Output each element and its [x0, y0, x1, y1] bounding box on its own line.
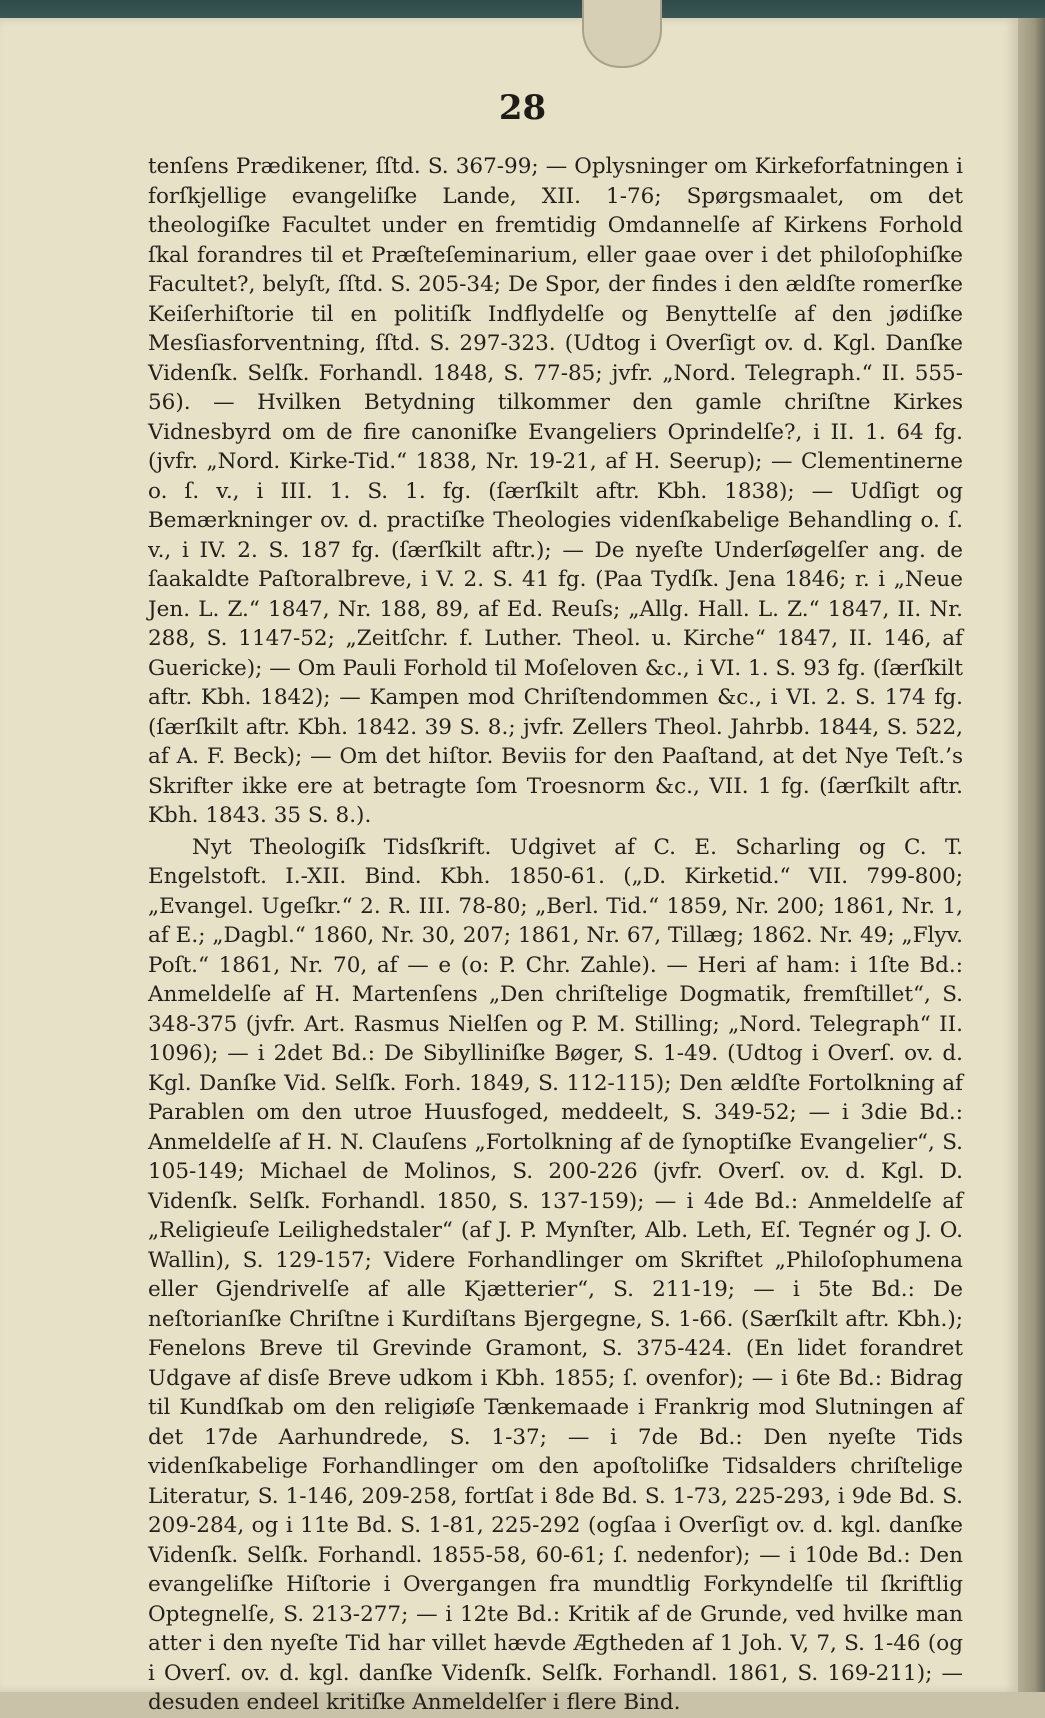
page-edge-shadow: [1018, 18, 1045, 1692]
paragraph-nyt-theologisk-tidsskrift: Nyt Theologiſk Tidsſkrift. Udgivet af C. E. Scharling og C. T. Engelstoft. I.-XII. Bind. Kbh. 1850-61. („D. Kirketid.“ VII. 799-800; „Evangel. Ugeſkr.“ 2. R. III. 78-80; „Berl. Tid.“ 1859, Nr. 200; 1861, Nr. 1, af E.; „Dagbl.“ 1860, Nr. 30, 207; 1861, Nr. 67, Tillæg; 1862. Nr. 49; „Flyv. Poſt.“ 1861, Nr. 70, af — e (o: P. Chr. Zahle). — Heri af ham: i 1ſte Bd.: Anmeldelſe af H. Martenſens „Den chriſtelige Dogmatik, fremſtillet“, S. 348-375 (jvfr. Art. Rasmus Nielſen og P. M. Stilling; „Nord. Telegraph“ II. 1096); — i 2det Bd.: De Sibylliniſke Bøger, S. 1-49. (Udtog i Overſ. ov. d. Kgl. Danſke Vid. Selſk. Forh. 1849, S. 112-115); Den ældſte Fortolkning af Parablen om den utroe Huusfoged, meddeelt, S. 349-52; — i 3die Bd.: Anmeldelſe af H. N. Clauſens „Fortolkning af de ſynoptiſke Evangelier“, S. 105-149; Michael de Molinos, S. 200-226 (jvfr. Overſ. ov. d. Kgl. D. Videnſk. Selſk. Forhandl. 1850, S. 137-159); — i 4de Bd.: Anmeldelſe af „Religieuſe Leilighedstaler“ (af J. P. Mynſter, Alb. Leth, Eſ. Tegnér og J. O. Wallin), S. 129-157; Videre Forhandlinger om Skriftet „Philoſophumena eller Gjendrivelſe af alle Kjætterier“, S. 211-19; — i 5te Bd.: De neſtorianſke Chriſtne i Kurdiſtans Bjergegne, S. 1-66. (Særſkilt aftr. Kbh.); Fenelons Breve til Grevinde Gramont, S. 375-424. (En lidet forandret Udgave af disſe Breve udkom i Kbh. 1855; ſ. ovenfor); — i 6te Bd.: Bidrag til Kundſkab om den religiøſe Tænkemaade i Frankrig mod Slutningen af det 17de Aarhundrede, S. 1-37; — i 7de Bd.: Den nyeſte Tids videnſkabelige Forhandlinger om den apoſtoliſke Tidsalders chriſtelige Literatur, S. 1-146, 209-258, fortſat i 8de Bd. S. 1-73, 225-293, i 9de Bd. S. 209-284, og i 11te Bd. S. 1-81, 225-292 (ogſaa i Overſigt ov. d. kgl. danſke Videnſk. Selſk. Forhandl. 1855-58, 60-61; ſ. nedenfor); — i 10de Bd.: Den evangeliſke Hiſtorie i Overgangen fra mundtlig Forkyndelſe til ſkriftlig Optegnelſe, S. 213-277; — i 12te Bd.: Kritik af de Grunde, ved hvilke man atter i den nyeſte Tid har villet hævde Ægtheden af 1 Joh. V, 7, S. 1-46 (og i Overſ. ov. d. kgl. danſke Videnſk. Selſk. Forhandl. 1861, S. 169-211); — desuden endeel kritiſke Anmeldelſer i flere Bind.: [148, 834, 963, 1715]
page-body: [148, 152, 963, 1718]
paragraph-continued: tenſens Prædikener, ſſtd. S. 367-99; — Oplysninger om Kirkeforfatningen i forſkjellige evangeliſke Lande, XII. 1-76; Spørgsmaalet, om det theologiſke Facultet under en fremtidig Omdannelſe af Kirkens Forhold ſkal forandres til et Præſteſeminarium, eller gaae over i det philoſophiſke Facultet?, belyſt, ſſtd. S. 205-34; De Spor, der findes i den ældſte romerſke Keiſerhiſtorie til en politiſk Indflydelſe og Benyttelſe af den jødiſke Mesſiasforventning, ſſtd. S. 297-323. (Udtog i Overſigt ov. d. Kgl. Danſke Videnſk. Selſk. Forhandl. 1848, S. 77-85; jvfr. „Nord. Telegraph.“ II. 555-56). — Hvilken Betydning tilkommer den gamle chriſtne Kirkes Vidnesbyrd om de fire canoniſke Evangeliers Oprindelſe?, i II. 1. 64 fg. (jvfr. „Nord. Kirke-Tid.“ 1838, Nr. 19-21, af H. Seerup); — Clementinerne o. ſ. v., i III. 1. S. 1. fg. (ſærſkilt aftr. Kbh. 1838); — Udſigt og Bemærkninger ov. d. practiſke Theologies videnſkabelige Behandling o. ſ. v., i IV. 2. S. 187 fg. (ſærſkilt aftr.); — De nyeſte Underſøgelſer ang. de ſaakaldte Paſtoralbreve, i V. 2. S. 41 fg. (Paa Tydſk. Jena 1846; r. i „Neue Jen. L. Z.“ 1847, Nr. 188, 89, af Ed. Reuſs; „Allg. Hall. L. Z.“ 1847, II. Nr. 288, S. 1147-52; „Zeitſchr. f. Luther. Theol. u. Kirche“ 1847, II. 146, af Guericke); — Om Pauli Forhold til Moſeloven &c., i VI. 1. S. 93 fg. (ſærſkilt aftr. Kbh. 1842); — Kampen mod Chriſtendommen &c., i VI. 2. S. 174 fg. (ſærſkilt aftr. Kbh. 1842. 39 S. 8.; jvfr. Zellers Theol. Jahrbb. 1844, S. 522, af A. F. Beck); — Om det hiſtor. Beviis for den Paaſtand, at det Nye Teſt.’s Skrifter ikke ere at betragte ſom Troesnorm &c., VII. 1 fg. (ſærſkilt aftr. Kbh. 1843. 35 S. 8.).: [148, 154, 963, 828]
page-number: 28: [498, 88, 547, 128]
